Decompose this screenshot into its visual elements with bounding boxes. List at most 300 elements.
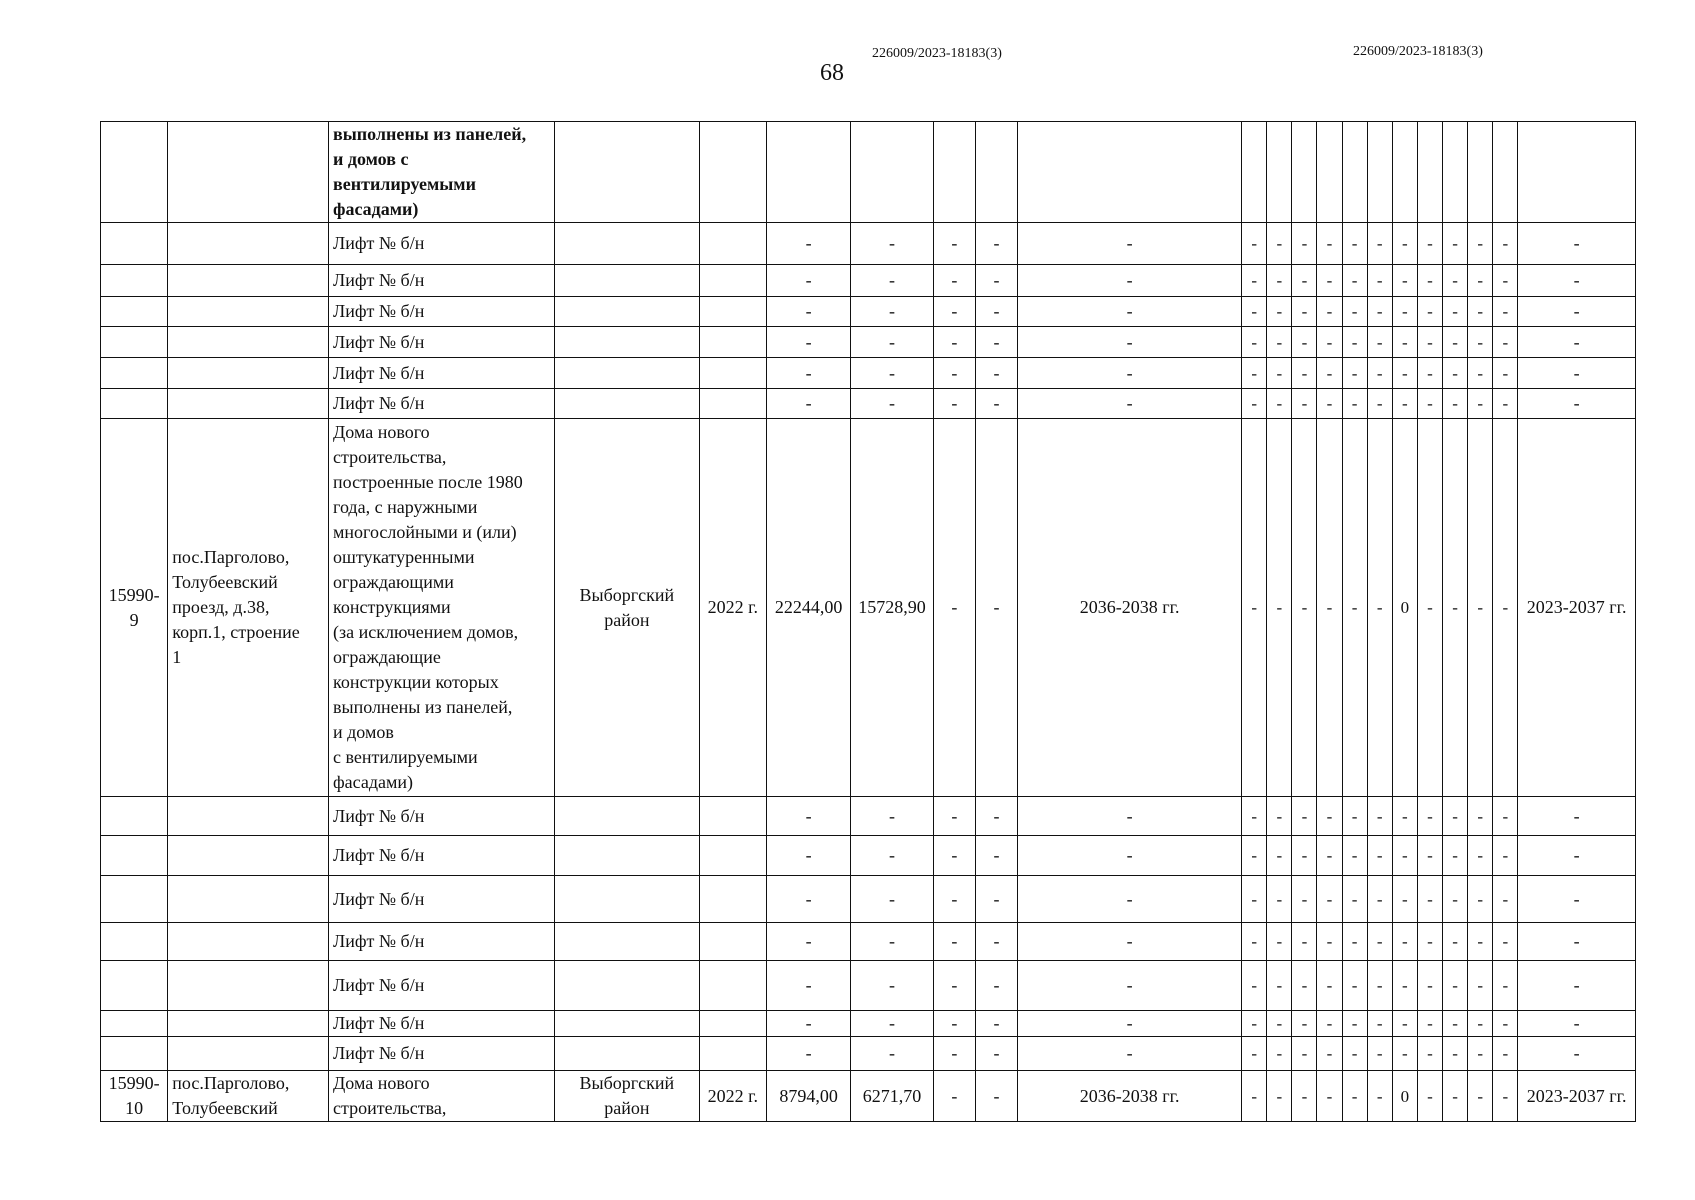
object-id-cell bbox=[101, 122, 168, 223]
value-cell: 6271,70 bbox=[851, 1071, 933, 1122]
flag-cell: - bbox=[1367, 961, 1392, 1011]
district-cell bbox=[555, 297, 700, 327]
dash-cell: - bbox=[933, 923, 975, 961]
term-cell: - bbox=[1518, 327, 1636, 358]
dash-cell: - bbox=[975, 1037, 1017, 1071]
flag-cell: - bbox=[1367, 327, 1392, 358]
district-cell bbox=[555, 1011, 700, 1037]
term-cell: - bbox=[1518, 1011, 1636, 1037]
flag-cell: - bbox=[1493, 327, 1518, 358]
flag-cell: - bbox=[1367, 923, 1392, 961]
flag-cell: - bbox=[1417, 327, 1442, 358]
empty-cell bbox=[1342, 122, 1367, 223]
value-cell: - bbox=[851, 1011, 933, 1037]
flag-cell: - bbox=[1342, 265, 1367, 297]
dash-cell: - bbox=[975, 419, 1017, 797]
flag-cell: - bbox=[1267, 358, 1292, 389]
term-cell: - bbox=[1518, 1037, 1636, 1071]
flag-cell: - bbox=[1317, 876, 1342, 923]
flag-cell: - bbox=[1242, 358, 1267, 389]
year-cell bbox=[699, 358, 766, 389]
flag-cell: - bbox=[1468, 389, 1493, 419]
flag-cell: - bbox=[1443, 327, 1468, 358]
year-cell bbox=[699, 327, 766, 358]
flag-cell: - bbox=[1417, 961, 1442, 1011]
flag-cell: - bbox=[1392, 389, 1417, 419]
flag-cell: - bbox=[1367, 358, 1392, 389]
period-cell: - bbox=[1018, 327, 1242, 358]
district-cell bbox=[555, 836, 700, 876]
empty-cell bbox=[1493, 122, 1518, 223]
flag-cell: - bbox=[1392, 297, 1417, 327]
dash-cell: - bbox=[933, 1037, 975, 1071]
flag-cell: - bbox=[1417, 265, 1442, 297]
district-cell: Выборгский район bbox=[555, 1071, 700, 1122]
flag-cell: - bbox=[1468, 876, 1493, 923]
flag-cell: - bbox=[1443, 297, 1468, 327]
flag-cell: - bbox=[1392, 923, 1417, 961]
document-code-right: 226009/2023-18183(3) bbox=[1353, 44, 1483, 59]
district-cell: Выборгский район bbox=[555, 419, 700, 797]
dash-cell: - bbox=[933, 1071, 975, 1122]
table-row bbox=[101, 876, 1636, 923]
dash-cell: - bbox=[933, 1011, 975, 1037]
flag-cell: - bbox=[1443, 419, 1468, 797]
register-table-body bbox=[101, 122, 1636, 1122]
dash-cell: - bbox=[975, 389, 1017, 419]
table-row bbox=[101, 122, 1636, 223]
flag-cell: - bbox=[1417, 1037, 1442, 1071]
flag-cell: - bbox=[1417, 223, 1442, 265]
table-row bbox=[101, 923, 1636, 961]
empty-cell bbox=[1267, 122, 1292, 223]
period-cell: - bbox=[1018, 836, 1242, 876]
dash-cell: - bbox=[933, 223, 975, 265]
flag-cell: - bbox=[1367, 1011, 1392, 1037]
year-cell bbox=[699, 923, 766, 961]
flag-cell: 0 bbox=[1392, 419, 1417, 797]
flag-cell: - bbox=[1468, 419, 1493, 797]
flag-cell: - bbox=[1443, 836, 1468, 876]
address-cell bbox=[168, 358, 329, 389]
flag-cell: - bbox=[1317, 389, 1342, 419]
dash-cell: - bbox=[975, 358, 1017, 389]
flag-cell: - bbox=[1493, 297, 1518, 327]
flag-cell: - bbox=[1292, 1071, 1317, 1122]
value-cell: - bbox=[851, 876, 933, 923]
flag-cell: - bbox=[1342, 389, 1367, 419]
flag-cell: - bbox=[1468, 923, 1493, 961]
address-cell bbox=[168, 265, 329, 297]
flag-cell: - bbox=[1242, 961, 1267, 1011]
year-cell bbox=[699, 389, 766, 419]
period-cell: - bbox=[1018, 223, 1242, 265]
flag-cell: - bbox=[1417, 358, 1442, 389]
table-row bbox=[101, 1037, 1636, 1071]
flag-cell: - bbox=[1342, 836, 1367, 876]
flag-cell: - bbox=[1242, 836, 1267, 876]
flag-cell: - bbox=[1242, 327, 1267, 358]
value-cell: - bbox=[851, 265, 933, 297]
value-cell: - bbox=[766, 1037, 850, 1071]
flag-cell: - bbox=[1468, 1037, 1493, 1071]
term-cell: - bbox=[1518, 389, 1636, 419]
term-cell: - bbox=[1518, 797, 1636, 836]
flag-cell: - bbox=[1417, 1011, 1442, 1037]
value-cell: - bbox=[851, 836, 933, 876]
flag-cell: - bbox=[1493, 836, 1518, 876]
flag-cell: - bbox=[1468, 223, 1493, 265]
page-number: 68 bbox=[820, 60, 844, 86]
empty-cell bbox=[975, 122, 1017, 223]
flag-cell: - bbox=[1317, 419, 1342, 797]
district-cell bbox=[555, 1037, 700, 1071]
object-id-cell bbox=[101, 836, 168, 876]
flag-cell: - bbox=[1342, 1071, 1367, 1122]
flag-cell: - bbox=[1242, 1011, 1267, 1037]
empty-cell bbox=[1468, 122, 1493, 223]
value-cell: - bbox=[766, 876, 850, 923]
table-row bbox=[101, 1071, 1636, 1122]
flag-cell: - bbox=[1342, 797, 1367, 836]
value-cell: - bbox=[851, 389, 933, 419]
object-id-cell bbox=[101, 223, 168, 265]
district-cell bbox=[555, 797, 700, 836]
flag-cell: - bbox=[1267, 961, 1292, 1011]
flag-cell: - bbox=[1392, 358, 1417, 389]
object-id-cell bbox=[101, 1037, 168, 1071]
period-cell: - bbox=[1018, 297, 1242, 327]
flag-cell: - bbox=[1317, 223, 1342, 265]
flag-cell: - bbox=[1267, 223, 1292, 265]
value-cell: - bbox=[766, 327, 850, 358]
flag-cell: - bbox=[1292, 1037, 1317, 1071]
flag-cell: - bbox=[1443, 797, 1468, 836]
flag-cell: - bbox=[1468, 1011, 1493, 1037]
flag-cell: - bbox=[1468, 836, 1493, 876]
district-cell bbox=[555, 358, 700, 389]
dash-cell: - bbox=[975, 265, 1017, 297]
term-cell: 2023-2037 гг. bbox=[1518, 419, 1636, 797]
flag-cell: - bbox=[1367, 876, 1392, 923]
period-cell: - bbox=[1018, 797, 1242, 836]
flag-cell: - bbox=[1493, 358, 1518, 389]
dash-cell: - bbox=[975, 876, 1017, 923]
value-cell: - bbox=[851, 327, 933, 358]
value-cell: - bbox=[766, 1011, 850, 1037]
flag-cell: - bbox=[1392, 1011, 1417, 1037]
term-cell: - bbox=[1518, 223, 1636, 265]
description-cell: Дома нового строительства, bbox=[329, 1071, 555, 1122]
flag-cell: - bbox=[1443, 389, 1468, 419]
dash-cell: - bbox=[933, 327, 975, 358]
value-cell: - bbox=[766, 797, 850, 836]
flag-cell: - bbox=[1417, 836, 1442, 876]
flag-cell: - bbox=[1493, 419, 1518, 797]
flag-cell: - bbox=[1392, 797, 1417, 836]
address-cell: пос.Парголово, Толубеевский bbox=[168, 1071, 329, 1122]
description-cell: выполнены из панелей, и домов с вентилируемыми фасадами) bbox=[329, 122, 555, 223]
flag-cell: - bbox=[1468, 1071, 1493, 1122]
period-cell: 2036-2038 гг. bbox=[1018, 419, 1242, 797]
flag-cell: - bbox=[1493, 1037, 1518, 1071]
flag-cell: - bbox=[1417, 876, 1442, 923]
table-row bbox=[101, 836, 1636, 876]
value-cell: - bbox=[766, 961, 850, 1011]
value-cell: - bbox=[851, 223, 933, 265]
flag-cell: - bbox=[1317, 923, 1342, 961]
flag-cell: - bbox=[1468, 297, 1493, 327]
dash-cell: - bbox=[933, 797, 975, 836]
flag-cell: - bbox=[1242, 297, 1267, 327]
dash-cell: - bbox=[933, 265, 975, 297]
table-row bbox=[101, 223, 1636, 265]
address-cell bbox=[168, 1011, 329, 1037]
year-cell bbox=[699, 876, 766, 923]
period-cell: - bbox=[1018, 961, 1242, 1011]
flag-cell: - bbox=[1292, 876, 1317, 923]
dash-cell: - bbox=[933, 876, 975, 923]
flag-cell: - bbox=[1417, 797, 1442, 836]
period-cell: - bbox=[1018, 1037, 1242, 1071]
flag-cell: - bbox=[1417, 1071, 1442, 1122]
description-cell: Дома нового строительства, построенные после 1980 года, с наружными многослойными и (или) оштукатуренными ограждающими конструкциями (за исключением домов, ограждающие конструкции которых выполнены из панелей, и домов с вентилируемыми фасадами) bbox=[329, 419, 555, 797]
address-cell bbox=[168, 961, 329, 1011]
flag-cell: - bbox=[1443, 1037, 1468, 1071]
flag-cell: - bbox=[1267, 836, 1292, 876]
address-cell bbox=[168, 297, 329, 327]
flag-cell: - bbox=[1267, 327, 1292, 358]
value-cell: - bbox=[766, 297, 850, 327]
flag-cell: - bbox=[1267, 389, 1292, 419]
flag-cell: - bbox=[1493, 876, 1518, 923]
flag-cell: - bbox=[1493, 961, 1518, 1011]
term-cell: - bbox=[1518, 961, 1636, 1011]
empty-cell bbox=[1242, 122, 1267, 223]
lift-label: Лифт № б/н bbox=[329, 358, 555, 389]
flag-cell: - bbox=[1267, 419, 1292, 797]
flag-cell: - bbox=[1292, 923, 1317, 961]
dash-cell: - bbox=[975, 961, 1017, 1011]
lift-label: Лифт № б/н bbox=[329, 836, 555, 876]
address-cell bbox=[168, 836, 329, 876]
object-id-cell bbox=[101, 265, 168, 297]
flag-cell: - bbox=[1267, 297, 1292, 327]
period-cell: - bbox=[1018, 1011, 1242, 1037]
object-id-cell bbox=[101, 389, 168, 419]
flag-cell: - bbox=[1267, 876, 1292, 923]
flag-cell: - bbox=[1242, 223, 1267, 265]
flag-cell: - bbox=[1317, 1011, 1342, 1037]
flag-cell: - bbox=[1367, 797, 1392, 836]
lift-label: Лифт № б/н bbox=[329, 389, 555, 419]
flag-cell: - bbox=[1367, 419, 1392, 797]
term-cell: - bbox=[1518, 265, 1636, 297]
register-table bbox=[100, 121, 1636, 1122]
district-cell bbox=[555, 961, 700, 1011]
flag-cell: - bbox=[1292, 1011, 1317, 1037]
empty-cell bbox=[1018, 122, 1242, 223]
flag-cell: - bbox=[1443, 358, 1468, 389]
value-cell: - bbox=[851, 797, 933, 836]
flag-cell: - bbox=[1242, 1071, 1267, 1122]
year-cell bbox=[699, 797, 766, 836]
term-cell: - bbox=[1518, 358, 1636, 389]
dash-cell: - bbox=[933, 836, 975, 876]
flag-cell: - bbox=[1292, 297, 1317, 327]
period-cell: - bbox=[1018, 358, 1242, 389]
dash-cell: - bbox=[975, 297, 1017, 327]
dash-cell: - bbox=[975, 327, 1017, 358]
dash-cell: - bbox=[975, 923, 1017, 961]
address-cell bbox=[168, 1037, 329, 1071]
flag-cell: - bbox=[1292, 419, 1317, 797]
flag-cell: - bbox=[1443, 1071, 1468, 1122]
flag-cell: - bbox=[1292, 836, 1317, 876]
flag-cell: - bbox=[1317, 297, 1342, 327]
dash-cell: - bbox=[933, 297, 975, 327]
flag-cell: - bbox=[1317, 797, 1342, 836]
empty-cell bbox=[1417, 122, 1442, 223]
flag-cell: - bbox=[1292, 961, 1317, 1011]
dash-cell: - bbox=[975, 836, 1017, 876]
flag-cell: - bbox=[1267, 265, 1292, 297]
table-row bbox=[101, 358, 1636, 389]
flag-cell: - bbox=[1367, 1071, 1392, 1122]
flag-cell: - bbox=[1367, 836, 1392, 876]
term-cell: - bbox=[1518, 297, 1636, 327]
value-cell: - bbox=[766, 358, 850, 389]
flag-cell: - bbox=[1493, 389, 1518, 419]
object-id-cell bbox=[101, 797, 168, 836]
flag-cell: - bbox=[1392, 265, 1417, 297]
year-cell bbox=[699, 961, 766, 1011]
flag-cell: - bbox=[1443, 961, 1468, 1011]
year-cell bbox=[699, 265, 766, 297]
flag-cell: - bbox=[1392, 223, 1417, 265]
dash-cell: - bbox=[975, 223, 1017, 265]
flag-cell: - bbox=[1342, 327, 1367, 358]
flag-cell: - bbox=[1342, 223, 1367, 265]
year-cell bbox=[699, 1011, 766, 1037]
flag-cell: - bbox=[1493, 223, 1518, 265]
empty-cell bbox=[1292, 122, 1317, 223]
value-cell: - bbox=[766, 836, 850, 876]
year-cell bbox=[699, 297, 766, 327]
year-cell: 2022 г. bbox=[699, 419, 766, 797]
flag-cell: - bbox=[1342, 358, 1367, 389]
flag-cell: - bbox=[1267, 923, 1292, 961]
lift-label: Лифт № б/н bbox=[329, 961, 555, 1011]
flag-cell: - bbox=[1317, 358, 1342, 389]
address-cell bbox=[168, 389, 329, 419]
lift-label: Лифт № б/н bbox=[329, 1011, 555, 1037]
object-id-cell bbox=[101, 1011, 168, 1037]
lift-label: Лифт № б/н bbox=[329, 1037, 555, 1071]
flag-cell: - bbox=[1468, 327, 1493, 358]
flag-cell: - bbox=[1468, 358, 1493, 389]
object-id-cell bbox=[101, 876, 168, 923]
period-cell: - bbox=[1018, 389, 1242, 419]
flag-cell: - bbox=[1242, 797, 1267, 836]
empty-cell bbox=[699, 122, 766, 223]
flag-cell: - bbox=[1417, 389, 1442, 419]
flag-cell: - bbox=[1443, 1011, 1468, 1037]
flag-cell: - bbox=[1392, 327, 1417, 358]
empty-cell bbox=[766, 122, 850, 223]
table-row bbox=[101, 265, 1636, 297]
table-row bbox=[101, 797, 1636, 836]
period-cell: 2036-2038 гг. bbox=[1018, 1071, 1242, 1122]
lift-label: Лифт № б/н bbox=[329, 876, 555, 923]
dash-cell: - bbox=[933, 961, 975, 1011]
object-id-cell bbox=[101, 358, 168, 389]
flag-cell: - bbox=[1367, 389, 1392, 419]
flag-cell: - bbox=[1493, 797, 1518, 836]
flag-cell: - bbox=[1468, 265, 1493, 297]
flag-cell: - bbox=[1493, 923, 1518, 961]
flag-cell: - bbox=[1242, 265, 1267, 297]
table-row bbox=[101, 327, 1636, 358]
table-row bbox=[101, 961, 1636, 1011]
value-cell: - bbox=[766, 265, 850, 297]
flag-cell: - bbox=[1242, 419, 1267, 797]
table-row bbox=[101, 1011, 1636, 1037]
period-cell: - bbox=[1018, 876, 1242, 923]
empty-cell bbox=[1518, 122, 1636, 223]
year-cell: 2022 г. bbox=[699, 1071, 766, 1122]
address-cell bbox=[168, 797, 329, 836]
flag-cell: - bbox=[1493, 1011, 1518, 1037]
flag-cell: - bbox=[1443, 265, 1468, 297]
flag-cell: - bbox=[1417, 923, 1442, 961]
flag-cell: - bbox=[1242, 389, 1267, 419]
dash-cell: - bbox=[933, 419, 975, 797]
district-cell bbox=[555, 876, 700, 923]
table-row bbox=[101, 389, 1636, 419]
term-cell: - bbox=[1518, 923, 1636, 961]
value-cell: - bbox=[851, 961, 933, 1011]
flag-cell: - bbox=[1292, 265, 1317, 297]
district-cell bbox=[555, 265, 700, 297]
flag-cell: - bbox=[1242, 876, 1267, 923]
flag-cell: - bbox=[1417, 297, 1442, 327]
address-cell bbox=[168, 876, 329, 923]
flag-cell: - bbox=[1493, 1071, 1518, 1122]
flag-cell: - bbox=[1367, 1037, 1392, 1071]
flag-cell: - bbox=[1267, 1011, 1292, 1037]
value-cell: - bbox=[766, 223, 850, 265]
address-cell bbox=[168, 327, 329, 358]
flag-cell: - bbox=[1367, 297, 1392, 327]
flag-cell: - bbox=[1267, 797, 1292, 836]
flag-cell: - bbox=[1242, 923, 1267, 961]
flag-cell: - bbox=[1317, 327, 1342, 358]
empty-cell bbox=[555, 122, 700, 223]
value-cell: - bbox=[851, 297, 933, 327]
district-cell bbox=[555, 327, 700, 358]
address-cell: пос.Парголово, Толубеевский проезд, д.38, корп.1, строение 1 bbox=[168, 419, 329, 797]
flag-cell: - bbox=[1342, 297, 1367, 327]
address-cell bbox=[168, 923, 329, 961]
flag-cell: - bbox=[1443, 876, 1468, 923]
dash-cell: - bbox=[975, 797, 1017, 836]
flag-cell: - bbox=[1417, 419, 1442, 797]
term-cell: - bbox=[1518, 836, 1636, 876]
flag-cell: - bbox=[1392, 836, 1417, 876]
flag-cell: - bbox=[1292, 389, 1317, 419]
flag-cell: - bbox=[1468, 961, 1493, 1011]
